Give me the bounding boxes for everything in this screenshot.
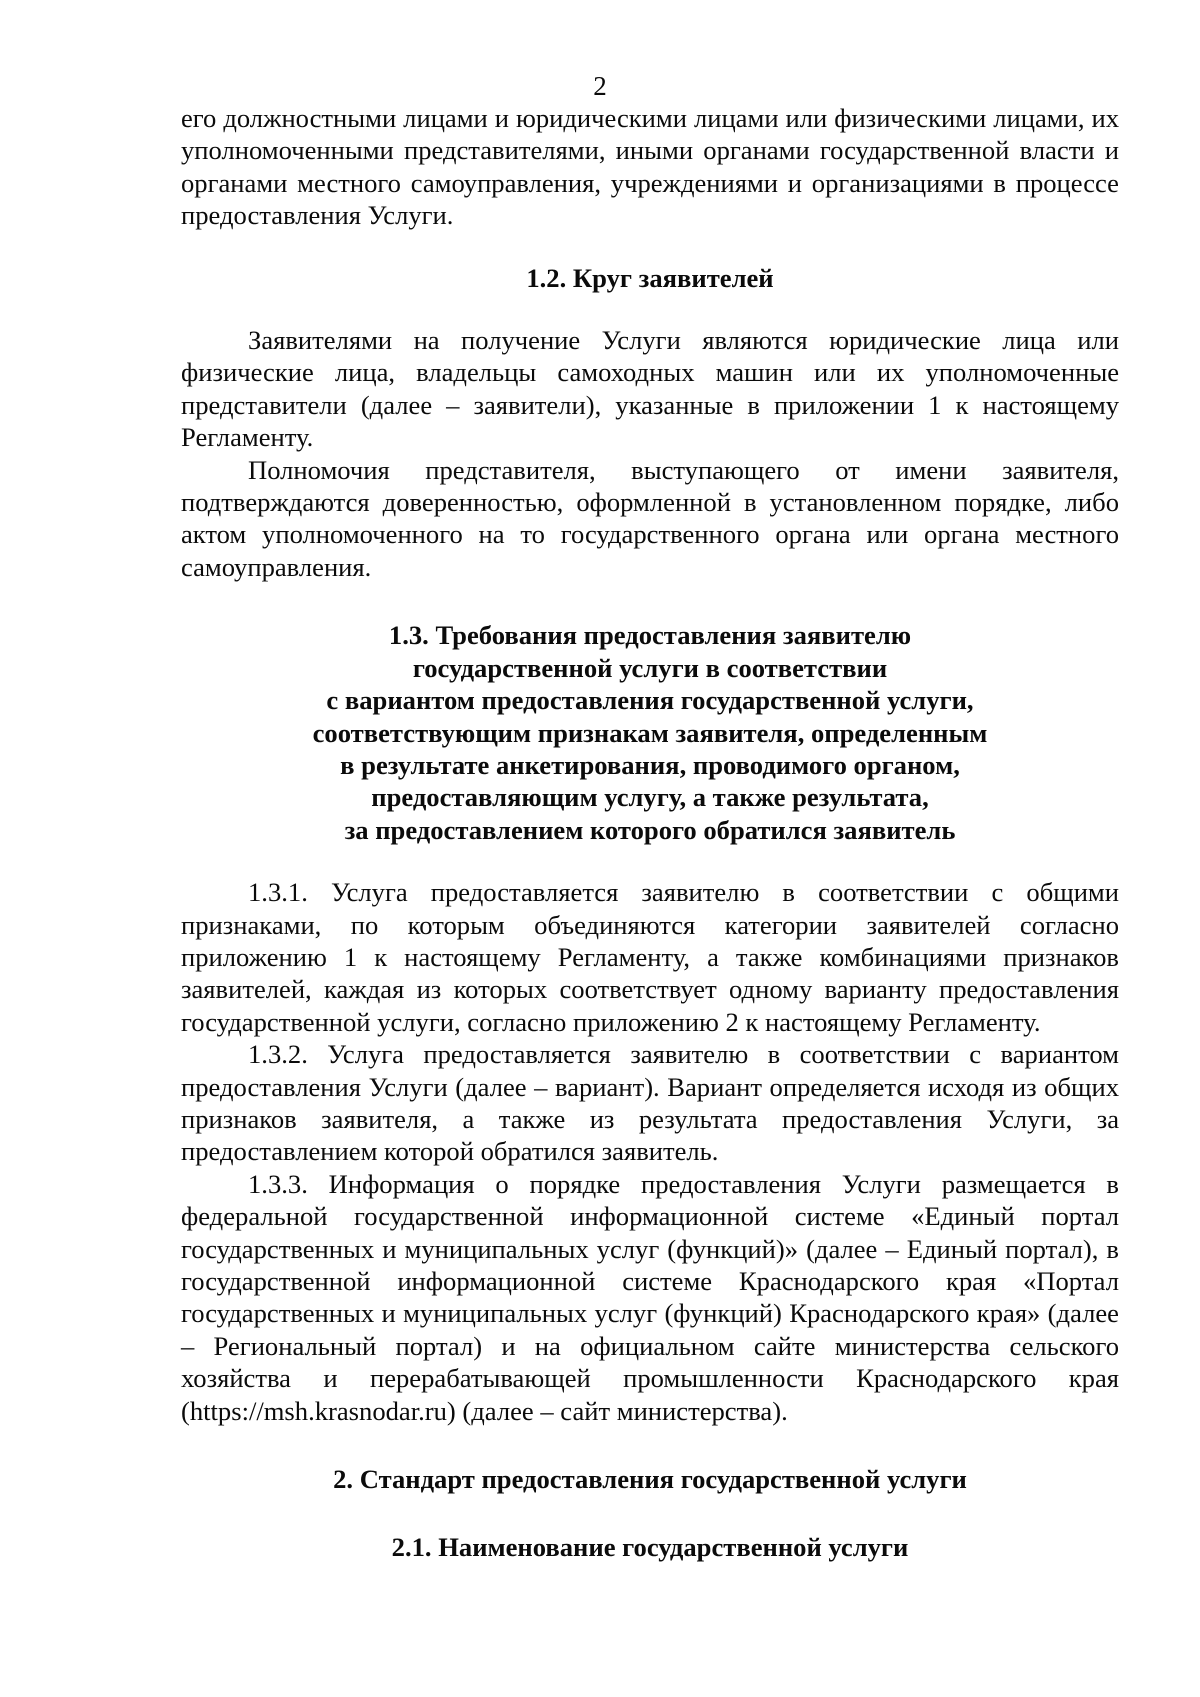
section-1-3-heading [181,619,1119,846]
section-1-3-heading-line-4: соответствующим признакам заявителя, определенным [312,717,988,748]
section-1-3-1-paragraph: 1.3.1. Услуга предоставляется заявителю в соответствии с общими признаками, по которым объединяются категории заявителей согласно приложению 1 к настоящему Регламенту, а также комбинациями признаков заявителей, каждая из которых соответствует одному варианту предоставления государственной услуги, согласно приложению 2 к настоящему Регламенту. [181,877,1119,1037]
section-1-3-heading-line-6: предоставляющим услугу, а также результата, [371,782,929,813]
section-2-heading: 2. Стандарт предоставления государственной услуги [333,1464,967,1495]
section-1-3-2-paragraph: 1.3.2. Услуга предоставляется заявителю в соответствии с вариантом предоставления Услуги (далее – вариант). Вариант определяется исходя из общих признаков заявителя, а также из результата предоставления Услуги, за предоставлением которой обратился заявитель. [181,1039,1119,1167]
page-number: 2 [593,71,607,101]
section-1-2-paragraph-2: Полномочия представителя, выступающего от имени заявителя, подтверждаются доверенностью, оформленной в установленном порядке, либо актом уполномоченного на то государственного органа или органа местного самоуправления. [181,454,1119,582]
section-1-3-heading-line-3: с вариантом предоставления государственной услуги, [326,685,974,716]
section-1-3-heading-line-1: 1.3. Требования предоставления заявителю [388,620,912,651]
section-1-3-heading-line-5: в результате анкетирования, проводимого органом, [340,749,960,780]
section-2-1-heading: 2.1. Наименование государственной услуги [391,1532,909,1563]
section-1-2-heading: 1.2. Круг заявителей [526,262,774,293]
document-body [181,102,1119,1564]
section-1-3-heading-line-7: за предоставлением которого обратился заявитель [344,814,956,845]
section-1-3-3-paragraph: 1.3.3. Информация о порядке предоставления Услуги размещается в федеральной государственной информационной системе «Единый портал государственных и муниципальных услуг (функций)» (далее – Единый портал), в государственной информационной системе Краснодарского края «Портал государственных и муниципальных услуг (функций) Краснодарского края» (далее – Региональный портал) и на официальном сайте министерства сельского хозяйства и перерабатывающей промышленности Краснодарского края (https://msh.krasnodar.ru) (далее – сайт министерства). [181,1168,1119,1426]
section-1-3-heading-line-2: государственной услуги в соответствии [412,652,888,683]
section-1-2-paragraph-1: Заявителями на получение Услуги являются юридические лица или физические лица, владельцы самоходных машин или их уполномоченные представители (далее – заявители), указанные в приложении 1 к настоящему Регламенту. [181,325,1119,453]
intro-paragraph: его должностными лицами и юридическими лицами или физическими лицами, их уполномоченными представителями, иными органами государственной власти и органами местного самоуправления, учреждениями и организациями в процессе предоставления Услуги. [181,103,1119,231]
